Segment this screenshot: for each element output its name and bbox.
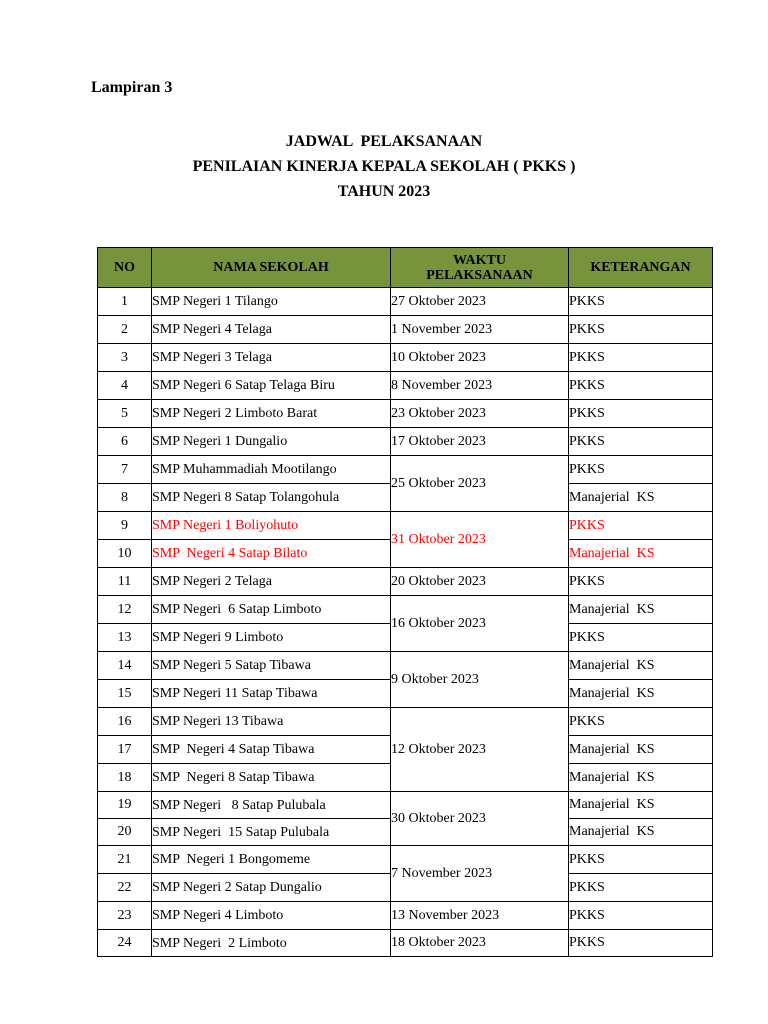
- remarks: PKKS: [569, 512, 713, 540]
- execution-date: 30 Oktober 2023: [391, 792, 569, 846]
- school-name: SMP Negeri 2 Limboto: [152, 930, 391, 957]
- row-number: 18: [98, 764, 152, 792]
- remarks: PKKS: [569, 708, 713, 736]
- execution-date: 13 November 2023: [391, 902, 569, 930]
- table-row: [98, 792, 713, 819]
- remarks: Manajerial KS: [569, 596, 713, 624]
- row-number: 16: [98, 708, 152, 736]
- school-name: SMP Negeri 1 Bongomeme: [152, 846, 391, 874]
- execution-date: 12 Oktober 2023: [391, 708, 569, 792]
- school-name: SMP Negeri 2 Satap Dungalio: [152, 874, 391, 902]
- remarks: Manajerial KS: [569, 652, 713, 680]
- row-number: 5: [98, 400, 152, 428]
- table-row: [98, 372, 713, 400]
- row-number: 12: [98, 596, 152, 624]
- table-row: [98, 846, 713, 874]
- execution-date: 23 Oktober 2023: [391, 400, 569, 428]
- school-name: SMP Negeri 15 Satap Pulubala: [152, 819, 391, 846]
- school-name: SMP Negeri 2 Telaga: [152, 568, 391, 596]
- remarks: PKKS: [569, 316, 713, 344]
- school-name: SMP Negeri 3 Telaga: [152, 344, 391, 372]
- row-number: 7: [98, 456, 152, 484]
- remarks: Manajerial KS: [569, 819, 713, 846]
- remarks: Manajerial KS: [569, 736, 713, 764]
- row-number: 20: [98, 819, 152, 846]
- remarks: PKKS: [569, 874, 713, 902]
- row-number: 21: [98, 846, 152, 874]
- table-header: [98, 248, 713, 288]
- school-name: SMP Negeri 1 Tilango: [152, 288, 391, 316]
- school-name: SMP Negeri 8 Satap Pulubala: [152, 792, 391, 819]
- table-row: [98, 902, 713, 930]
- remarks: PKKS: [569, 902, 713, 930]
- remarks: Manajerial KS: [569, 540, 713, 568]
- school-name: SMP Negeri 11 Satap Tibawa: [152, 680, 391, 708]
- row-number: 4: [98, 372, 152, 400]
- school-name: SMP Negeri 2 Limboto Barat: [152, 400, 391, 428]
- header-time-line-2: PELAKSANAAN: [426, 267, 533, 283]
- table-row: [98, 316, 713, 344]
- remarks: PKKS: [569, 288, 713, 316]
- table-row: [98, 652, 713, 680]
- school-name: SMP Negeri 13 Tibawa: [152, 708, 391, 736]
- document-title: [0, 129, 768, 204]
- school-name: SMP Negeri 5 Satap Tibawa: [152, 652, 391, 680]
- remarks: PKKS: [569, 568, 713, 596]
- table-row: [98, 400, 713, 428]
- table-row: [98, 708, 713, 736]
- remarks: Manajerial KS: [569, 484, 713, 512]
- execution-date: 25 Oktober 2023: [391, 456, 569, 512]
- title-line-3: TAHUN 2023: [337, 183, 431, 200]
- row-number: 9: [98, 512, 152, 540]
- row-number: 1: [98, 288, 152, 316]
- remarks: PKKS: [569, 372, 713, 400]
- school-name: SMP Negeri 8 Satap Tolangohula: [152, 484, 391, 512]
- school-name: SMP Negeri 9 Limboto: [152, 624, 391, 652]
- header-execution-time: [391, 248, 569, 288]
- row-number: 24: [98, 930, 152, 957]
- school-name: SMP Negeri 4 Limboto: [152, 902, 391, 930]
- execution-date: 7 November 2023: [391, 846, 569, 902]
- row-number: 6: [98, 428, 152, 456]
- table-row: [98, 288, 713, 316]
- header-no: NO: [98, 248, 152, 288]
- remarks: PKKS: [569, 930, 713, 957]
- row-number: 10: [98, 540, 152, 568]
- row-number: 14: [98, 652, 152, 680]
- row-number: 15: [98, 680, 152, 708]
- execution-date: 27 Oktober 2023: [391, 288, 569, 316]
- school-name: SMP Negeri 1 Dungalio: [152, 428, 391, 456]
- header-school-name: NAMA SEKOLAH: [152, 248, 391, 288]
- row-number: 8: [98, 484, 152, 512]
- execution-date: 16 Oktober 2023: [391, 596, 569, 652]
- header-remarks: KETERANGAN: [569, 248, 713, 288]
- table-row: [98, 344, 713, 372]
- row-number: 13: [98, 624, 152, 652]
- school-name: SMP Muhammadiah Mootilango: [152, 456, 391, 484]
- school-name: SMP Negeri 1 Boliyohuto: [152, 512, 391, 540]
- execution-date: 18 Oktober 2023: [391, 930, 569, 957]
- row-number: 11: [98, 568, 152, 596]
- row-number: 3: [98, 344, 152, 372]
- table-row: [98, 596, 713, 624]
- remarks: PKKS: [569, 846, 713, 874]
- row-number: 22: [98, 874, 152, 902]
- row-number: 19: [98, 792, 152, 819]
- remarks: Manajerial KS: [569, 764, 713, 792]
- title-line-1: JADWAL PELAKSANAAN: [285, 133, 483, 150]
- remarks: PKKS: [569, 400, 713, 428]
- table-row: [98, 456, 713, 484]
- remarks: PKKS: [569, 344, 713, 372]
- table-row: [98, 930, 713, 957]
- execution-date: 8 November 2023: [391, 372, 569, 400]
- header-time-line-1: WAKTU: [453, 252, 506, 268]
- execution-date: 20 Oktober 2023: [391, 568, 569, 596]
- execution-date: 17 Oktober 2023: [391, 428, 569, 456]
- remarks: PKKS: [569, 428, 713, 456]
- table-row: [98, 428, 713, 456]
- remarks: PKKS: [569, 456, 713, 484]
- school-name: SMP Negeri 8 Satap Tibawa: [152, 764, 391, 792]
- table-body: [98, 288, 713, 957]
- row-number: 17: [98, 736, 152, 764]
- row-number: 2: [98, 316, 152, 344]
- execution-date: 10 Oktober 2023: [391, 344, 569, 372]
- school-name: SMP Negeri 6 Satap Telaga Biru: [152, 372, 391, 400]
- execution-date: 31 Oktober 2023: [391, 512, 569, 568]
- execution-date: 9 Oktober 2023: [391, 652, 569, 708]
- execution-date: 1 November 2023: [391, 316, 569, 344]
- remarks: PKKS: [569, 624, 713, 652]
- school-name: SMP Negeri 4 Satap Bilato: [152, 540, 391, 568]
- table-row: [98, 512, 713, 540]
- school-name: SMP Negeri 4 Telaga: [152, 316, 391, 344]
- remarks: Manajerial KS: [569, 792, 713, 819]
- school-name: SMP Negeri 4 Satap Tibawa: [152, 736, 391, 764]
- attachment-label: Lampiran 3: [91, 79, 173, 96]
- table-row: [98, 568, 713, 596]
- title-line-2: PENILAIAN KINERJA KEPALA SEKOLAH ( PKKS ): [192, 158, 576, 175]
- header-row: [98, 248, 713, 288]
- remarks: Manajerial KS: [569, 680, 713, 708]
- row-number: 23: [98, 902, 152, 930]
- school-name: SMP Negeri 6 Satap Limboto: [152, 596, 391, 624]
- schedule-table: [97, 247, 713, 957]
